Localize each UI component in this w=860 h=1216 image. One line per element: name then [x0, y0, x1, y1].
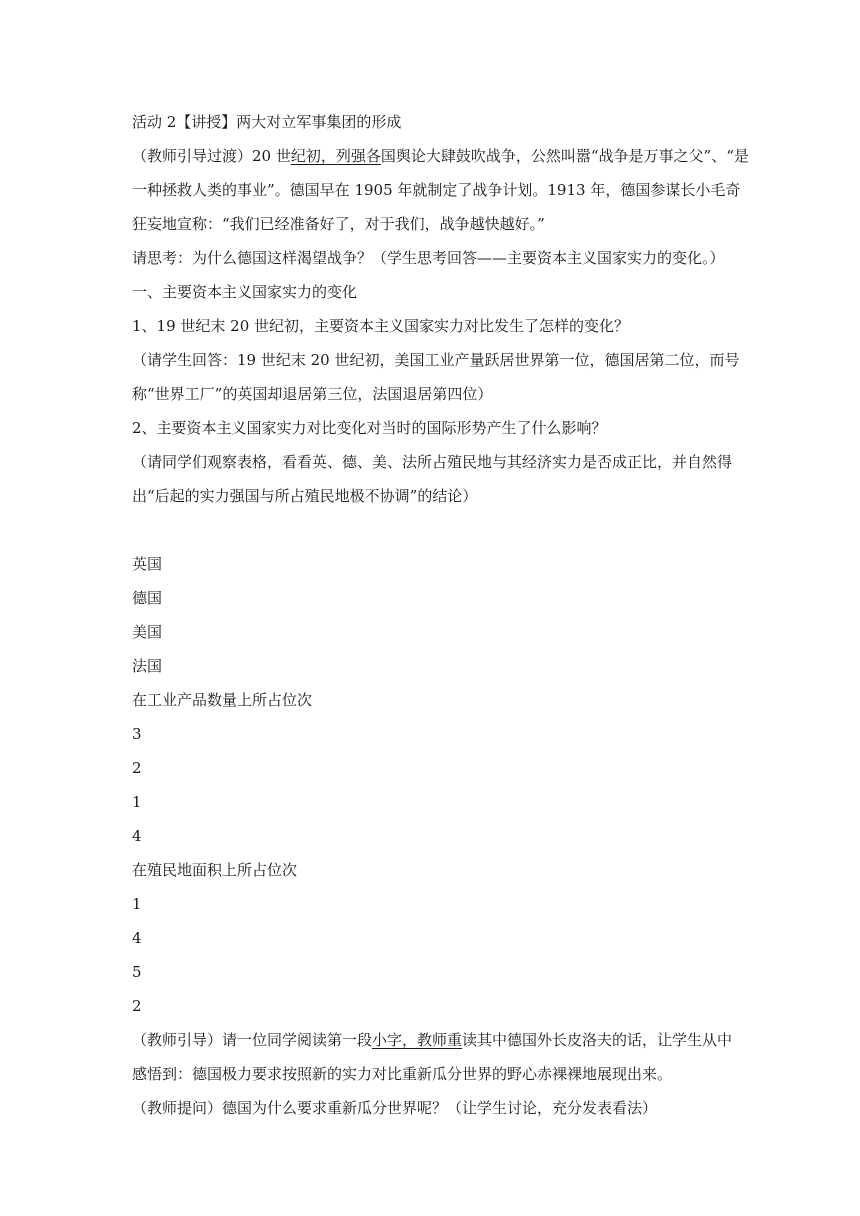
table-cell-colony-rank: 2 [132, 997, 142, 1015]
guide-line-1 [132, 1030, 760, 1050]
table-row-label-colony: 在殖民地面积上所占位次 [132, 861, 298, 879]
table-cell-colony-rank: 5 [132, 963, 142, 981]
question-1: 1、19 世纪末 20 世纪初，主要资本主义国家实力对比发生了怎样的变化？ [132, 317, 630, 335]
intro-line-1 [132, 146, 760, 166]
table-cell-country: 美国 [132, 623, 163, 641]
guide-underlined-text: 小字，教师重 [372, 1031, 463, 1049]
table-cell-colony-rank: 4 [132, 929, 142, 947]
table-cell-industry-rank: 3 [132, 725, 142, 743]
table-row-label-industry: 在工业产品数量上所占位次 [132, 691, 313, 709]
table-cell-colony-rank: 1 [132, 895, 142, 913]
answer-1-line-1: （请学生回答：19 世纪末 20 世纪初，美国工业产量跃居世界第一位，德国居第二位，而号 [132, 351, 740, 369]
question-2: 2、主要资本主义国家实力对比变化对当时的国际形势产生了什么影响？ [132, 419, 607, 437]
table-cell-industry-rank: 1 [132, 793, 142, 811]
guide-line-2: 感悟到：德国极力要求按照新的实力对比重新瓜分世界的野心赤裸裸地展现出来。 [132, 1065, 673, 1083]
intro-line-1-post: 国舆论大肆鼓吹战争，公然叫嚣“战争是万事之父”、“是 [380, 147, 749, 165]
guide-line-1-pre: （教师引导）请一位同学阅读第一段 [132, 1031, 373, 1049]
answer-1-line-2: 称“世界工厂”的英国却退居第三位，法国退居第四位） [132, 385, 493, 403]
intro-underlined-text: 纪初，列强各 [290, 147, 381, 165]
table-cell-country: 法国 [132, 657, 163, 675]
table-cell-country: 英国 [132, 555, 163, 573]
intro-line-1-pre: （教师引导过渡）20 世 [132, 147, 291, 165]
table-cell-industry-rank: 4 [132, 827, 142, 845]
table-cell-country: 德国 [132, 589, 163, 607]
intro-line-2: 一种拯救人类的事业”。德国早在 1905 年就制定了战争计划。1913 年，德国参谋长小毛奇 [132, 181, 741, 199]
think-question: 请思考：为什么德国这样渴望战争？（学生思考回答——主要资本主义国家实力的变化。） [132, 249, 725, 267]
intro-line-3: 狂妄地宣称：“我们已经准备好了，对于我们，战争越快越好。” [132, 215, 545, 233]
activity-heading: 活动 2【讲授】两大对立军事集团的形成 [132, 113, 402, 131]
table-cell-industry-rank: 2 [132, 759, 142, 777]
guide-line-1-post: 读其中德国外长皮洛夫的话，让学生从中 [462, 1031, 733, 1049]
answer-2-line-2: 出“后起的实力强国与所占殖民地极不协调”的结论） [132, 487, 478, 505]
section-title: 一、主要资本主义国家实力的变化 [132, 283, 358, 301]
answer-2-line-1: （请同学们观察表格，看看英、德、美、法所占殖民地与其经济实力是否成正比，并自然得 [132, 453, 733, 471]
final-question: （教师提问）德国为什么要求重新瓜分世界呢？（让学生讨论，充分发表看法） [132, 1099, 658, 1117]
